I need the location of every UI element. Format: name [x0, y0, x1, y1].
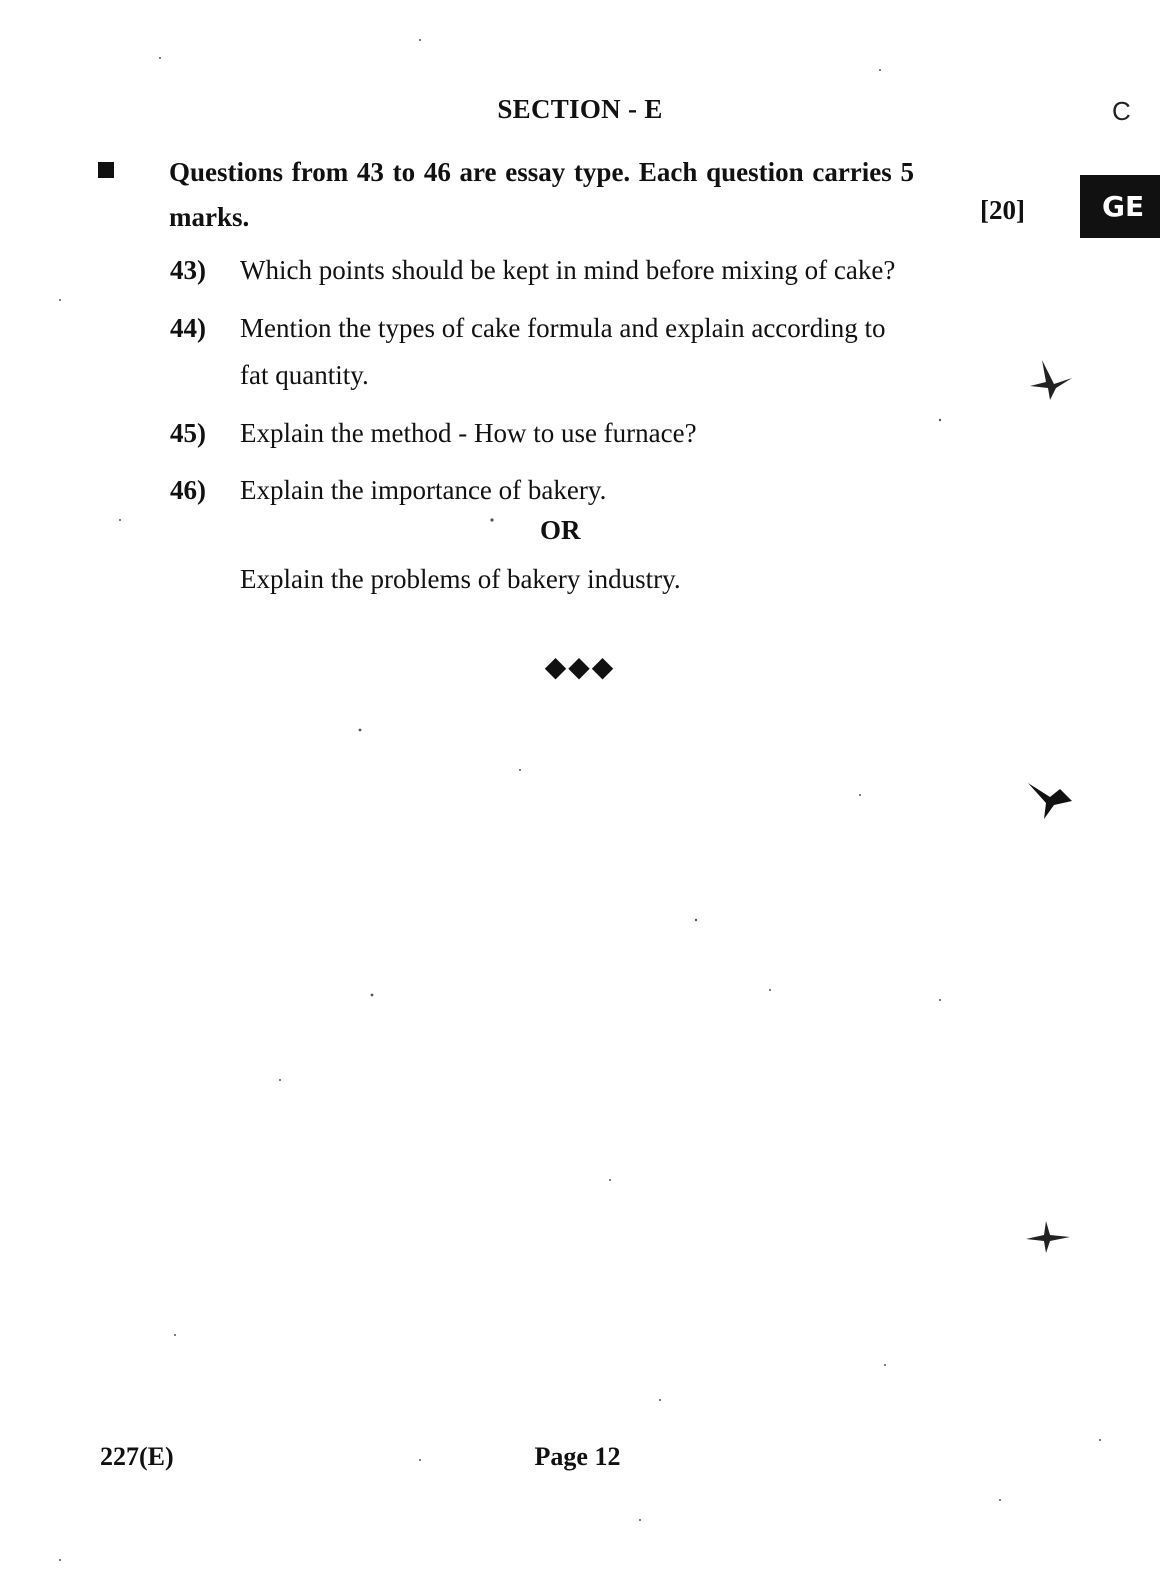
question-text-46: Explain the importance of bakery. — [240, 475, 607, 505]
language-tab: GE — [1080, 175, 1160, 238]
section-title: SECTION - E — [497, 94, 663, 124]
question-number-46: 46) — [170, 475, 206, 505]
section-marks: [20] — [980, 195, 1025, 225]
paper-code: 227(E) — [100, 1442, 174, 1471]
or-separator: OR — [540, 515, 581, 545]
question-number-44: 44) — [170, 313, 206, 343]
instruction-text: Questions from 43 to 46 are essay type. Each question carries 5 marks. — [169, 157, 914, 232]
corner-letter: C — [1112, 96, 1131, 126]
alternative-question-text: Explain the problems of bakery industry. — [240, 564, 681, 594]
question-text-44: Mention the types of cake formula and explain according to fat quantity. — [240, 313, 886, 390]
page-number: Page 12 — [534, 1442, 621, 1471]
question-number-45: 45) — [170, 418, 206, 448]
question-number-43: 43) — [170, 255, 206, 285]
question-text-45: Explain the method - How to use furnace? — [240, 418, 697, 448]
end-of-paper-diamonds-icon: ◆◆◆ — [544, 650, 616, 683]
question-text-43: Which points should be kept in mind before mixing of cake? — [240, 255, 896, 285]
